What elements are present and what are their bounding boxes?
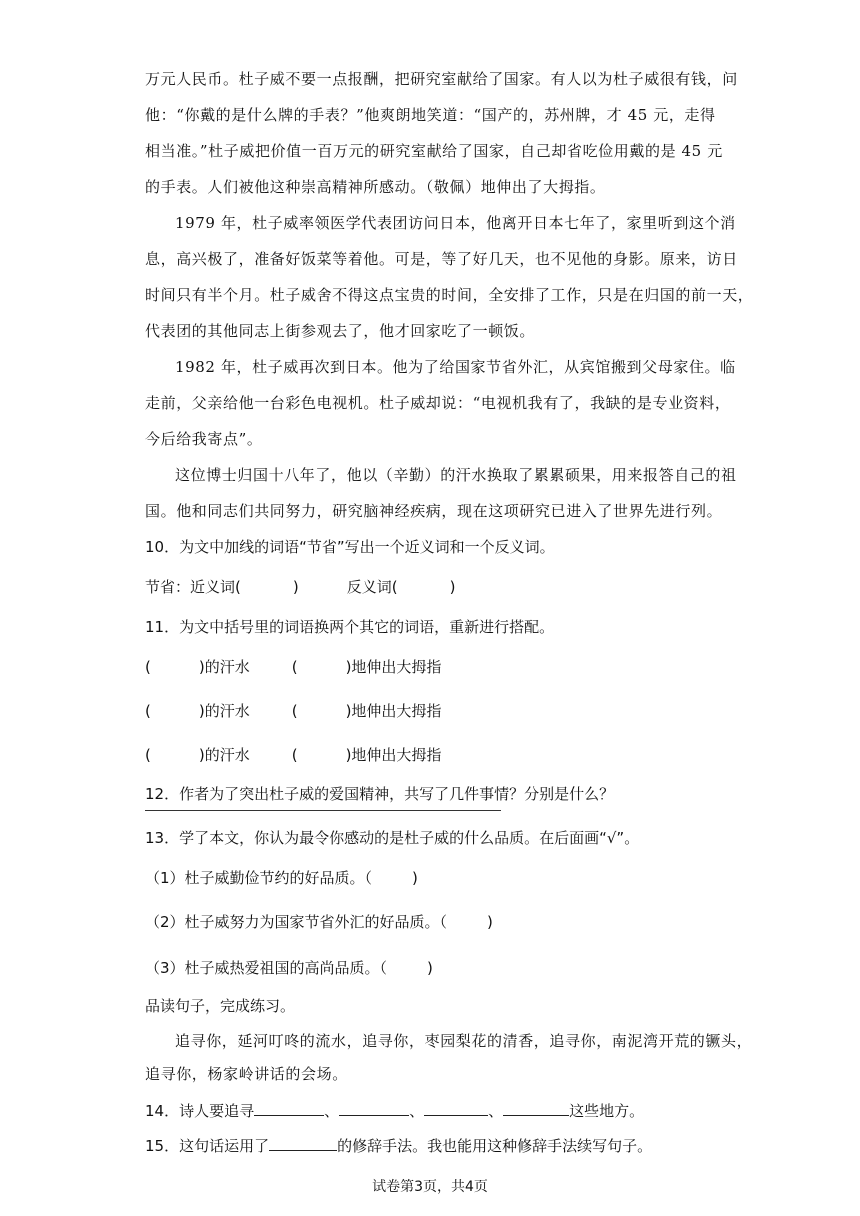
paren: (: [145, 746, 151, 764]
question-13: 13．学了本文，你认为最令你感动的是杜子威的什么品质。在后面画“√”。: [145, 829, 640, 847]
question-10: 10．为文中加线的词语“节省”写出一个近义词和一个反义词。: [145, 538, 555, 556]
option-text: （1）杜子威勤俭节约的好品质。（: [145, 869, 373, 887]
q11-row-text: )地伸出大拇指: [345, 746, 442, 764]
question-12: 12．作者为了突出杜子威的爱国精神，共写了几件事情？分别是什么？: [145, 785, 615, 803]
q14-text: 这些地方。: [569, 1102, 645, 1120]
passage-line: 国。他和同志们共同努力，研究脑神经疾病，现在这项研究已进入了世界先进行列。: [145, 502, 723, 520]
question-11: 11．为文中括号里的词语换两个其它的词语，重新进行搭配。: [145, 618, 555, 636]
paren: ): [487, 913, 493, 931]
q14-blank[interactable]: [339, 1099, 409, 1116]
passage-line: 1982 年，杜子威再次到日本。他为了给国家节省外汇，从宾馆搬到父母家住。临: [175, 358, 736, 376]
sep: 、: [488, 1102, 504, 1120]
passage-line: 息，高兴极了，准备好饭菜等着他。可是，等了好几天，也不见他的身影。原来，访日: [145, 250, 738, 268]
passage-line: 今后给我寄点”。: [145, 430, 263, 448]
paren: (: [145, 658, 151, 676]
question-15: [145, 1134, 652, 1156]
q10-close: ): [292, 578, 299, 596]
q10-mid: 反义词(: [346, 578, 398, 596]
passage-line: 他：“你戴的是什么牌的手表？”他爽朗地笑道：“国产的，苏州牌，才 45 元，走得: [145, 106, 716, 124]
q11-row-text: )的汗水: [198, 746, 250, 764]
q11-row-text: )地伸出大拇指: [345, 658, 442, 676]
question-10-answer-row: [145, 577, 455, 597]
q10-close: ): [449, 578, 456, 596]
q11-row-text: )的汗水: [198, 702, 250, 720]
poem-line: 追寻你，延河叮咚的流水，追寻你，枣园梨花的清香，追寻你，南泥湾开荒的镢头，: [175, 1032, 753, 1050]
q11-row: [145, 657, 441, 677]
passage-line: 的手表。人们被他这种崇高精神所感动。（敬佩）地伸出了大拇指。: [145, 178, 606, 196]
passage-line: 这位博士归国十八年了，他以（辛勤）的汗水换取了累累硕果，用来报答自己的祖: [175, 466, 737, 484]
q11-row: [145, 745, 441, 765]
passage-line: 相当准。”杜子威把价值一百万元的研究室献给了国家，自己却省吃俭用戴的是 45 元: [145, 142, 723, 160]
answer-line[interactable]: [145, 810, 501, 811]
sep: 、: [324, 1102, 340, 1120]
q11-row-text: )的汗水: [198, 658, 250, 676]
poem-line: 追寻你，杨家岭讲话的会场。: [145, 1065, 348, 1083]
q13-option-2: [145, 912, 493, 932]
paren: (: [291, 702, 298, 720]
passage-line: 1979 年，杜子威率领医学代表团访问日本，他离开日本七年了，家里听到这个消: [175, 214, 736, 232]
passage-line: 时间只有半个月。杜子威舍不得这点宝贵的时间，全安排了工作，只是在归国的前一天，: [145, 286, 754, 304]
q15-text: 15．这句话运用了: [145, 1137, 270, 1155]
sep: 、: [409, 1102, 425, 1120]
q13-option-3: [145, 958, 433, 978]
q14-blank[interactable]: [424, 1099, 488, 1116]
q13-option-1: [145, 868, 418, 888]
option-text: （2）杜子威努力为国家节省外汇的好品质。（: [145, 913, 448, 931]
passage-line: 走前，父亲给他一台彩色电视机。杜子威却说：“电视机我有了，我缺的是专业资料，: [145, 394, 731, 412]
option-text: （3）杜子威热爱祖国的高尚品质。（: [145, 959, 388, 977]
question-14: [145, 1099, 644, 1121]
q14-blank[interactable]: [254, 1099, 324, 1116]
paren: (: [291, 746, 298, 764]
q15-text: 的修辞手法。我也能用这种修辞手法续写句子。: [337, 1137, 653, 1155]
q14-blank[interactable]: [503, 1099, 569, 1116]
paren: ): [427, 959, 433, 977]
paren: ): [412, 869, 418, 887]
section-heading: 品读句子，完成练习。: [145, 997, 296, 1015]
passage-line: 万元人民币。杜子威不要一点报酬，把研究室献给了国家。有人以为杜子威很有钱，问: [145, 70, 738, 88]
paren: (: [145, 702, 151, 720]
paren: (: [291, 658, 298, 676]
page-footer: 试卷第3页，共4页: [372, 1179, 488, 1195]
q15-blank[interactable]: [269, 1134, 337, 1151]
q11-row: [145, 701, 441, 721]
q14-text: 14．诗人要追寻: [145, 1102, 255, 1120]
q11-row-text: )地伸出大拇指: [345, 702, 442, 720]
passage-line: 代表团的其他同志上街参观去了，他才回家吃了一顿饭。: [145, 322, 536, 340]
q10-prefix: 节省：近义词(: [145, 578, 241, 596]
